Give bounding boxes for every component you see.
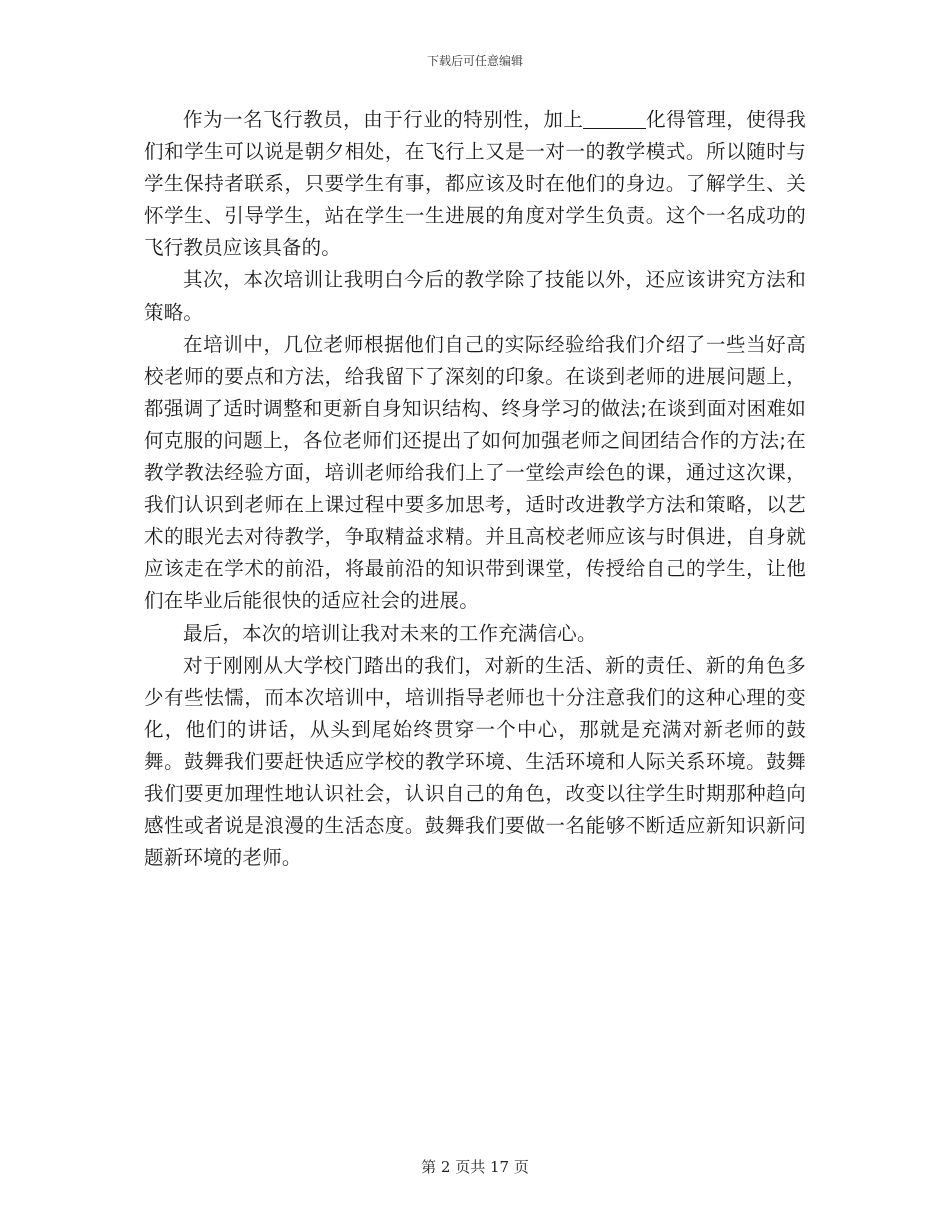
page-number-footer: 第 2 页共 17 页 bbox=[421, 1158, 529, 1176]
paragraph-text-before-blank: 作为一名飞行教员，由于行业的特别性，加上 bbox=[183, 108, 584, 131]
fill-in-blank bbox=[583, 109, 645, 130]
paragraph-flight-instructor bbox=[144, 104, 806, 264]
document-body bbox=[144, 104, 806, 874]
paragraph-confidence: 最后，本次的培训让我对未来的工作充满信心。 bbox=[183, 621, 597, 645]
paragraph-text-after-blank: 化得管理，使得我们和学生可以说是朝夕相处，在飞行上又是一对一的教学模式。所以随时与学生保持者联系，只要学生有事，都应该及时在他们的身边。了解学生、关怀学生、引导学生，站在学生一生进展的角度对学生负责。这个一名成功的飞行教员应该具备的。 bbox=[144, 108, 806, 260]
paragraph-encouragement: 对于刚刚从大学校门踏出的我们，对新的生活、新的责任、新的角色多少有些怯懦，而本次培训中，培训指导老师也十分注意我们的这种心理的变化，他们的讲话，从头到尾始终贯穿一个中心，那就是充满对新老师的鼓舞。鼓舞我们要赶快适应学校的教学环境、生活环境和人际关系环境。鼓舞我们要更加理性地认识社会，认识自己的角色，改变以往学生时期那种趋向感性或者说是浪漫的生活态度。鼓舞我们要做一名能够不断适应新知识新问题新环境的老师。 bbox=[144, 653, 806, 870]
paragraph-methods: 其次，本次培训让我明白今后的教学除了技能以外，还应该讲究方法和策略。 bbox=[144, 268, 806, 324]
page-header-note: 下载后可任意编辑 bbox=[426, 54, 523, 68]
paragraph-training-content: 在培训中，几位老师根据他们自己的实际经验给我们介绍了一些当好高校老师的要点和方法，给我留下了深刻的印象。在谈到老师的进展问题上，都强调了适时调整和更新自身知识结构、终身学习的做法;在谈到面对困难如何克服的问题上，各位老师们还提出了如何加强老师之间团结合作的方法;在教学教法经验方面，培训老师给我们上了一堂绘声绘色的课，通过这次课，我们认识到老师在上课过程中要多加思考，适时改进教学方法和策略，以艺术的眼光去对待教学，争取精益求精。并且高校老师应该与时俱进，自身就应该走在学术的前沿，将最前沿的知识带到课堂，传授给自己的学生，让他们在毕业后能很快的适应社会的进展。 bbox=[144, 332, 806, 613]
